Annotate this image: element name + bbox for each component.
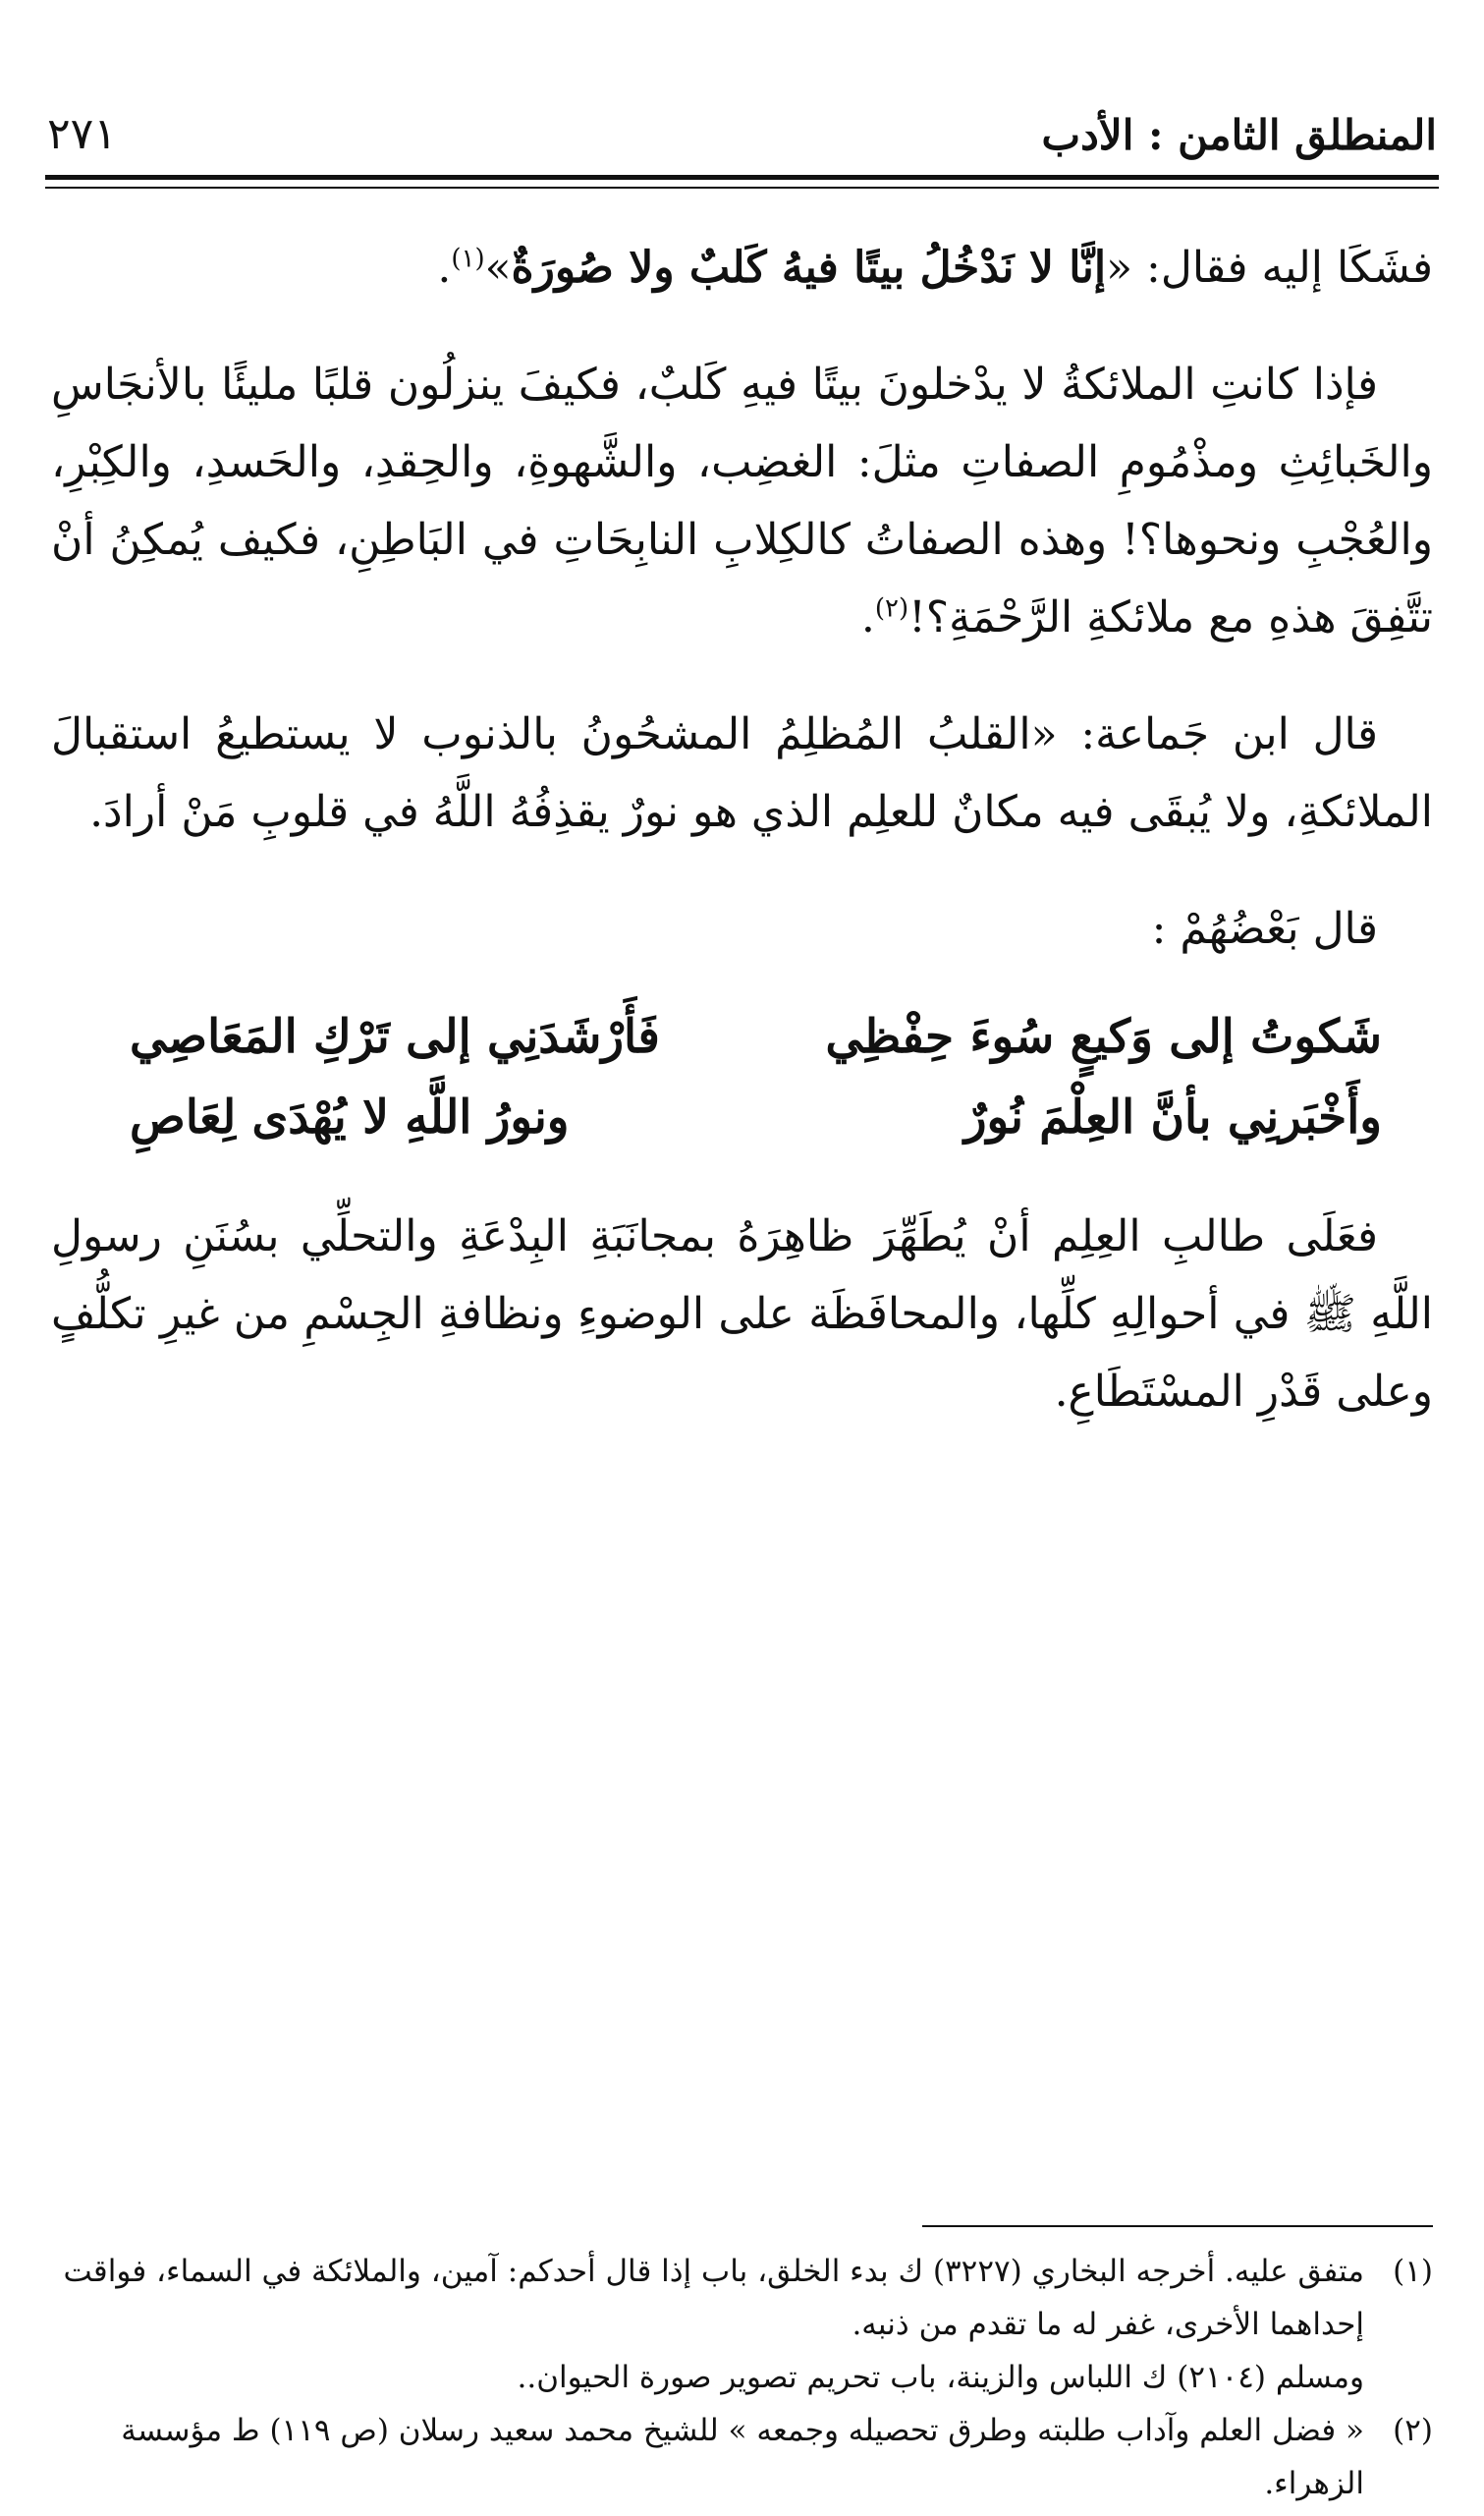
- footnote-1: [51, 2245, 1433, 2404]
- verse-first-hemistich: وأَخْبَرنِي بأنَّ العِلْمَ نُورٌ: [963, 1090, 1382, 1145]
- running-header: [47, 90, 1437, 159]
- footnote-text: « فضل العلم وآداب طلبته وطرق تحصيله وجمعه » للشيخ محمد سعيد رسلان (ص ١١٩) ط مؤسسة الزهراء.: [121, 2413, 1364, 2501]
- verse-first-hemistich: شَكوتُ إلى وَكيعٍ سُوءَ حِفْظِي: [825, 1010, 1382, 1064]
- main-text: [51, 201, 1433, 1430]
- hadith-quote: إنَّا لا نَدْخُلُ بيتًا فيهُ كَلبٌ ولا صُورَةٌ: [511, 243, 1107, 293]
- header-rule-thin: [45, 187, 1439, 189]
- footnote-ref-2: (٢): [874, 593, 909, 624]
- footnote-2: [51, 2404, 1433, 2510]
- paragraph-angels-text: فإذا كانتِ الملائكةُ لا يدْخلونَ بيتًا فيهِ كَلبٌ، فكيفَ ينزلُون قلبًا مليئًا بالأنجَاسِ والخَبائِثِ ومذْمُومِ الصفاتِ مثلَ: الغضِب، والشَّهوةِ، والحِقدِ، والحَسدِ، والكِبْرِ، والعُجْبِ ونحوها؟! وهذه الصفاتُ كالكِلابِ النابِحَاتِ في البَاطِنِ، فكيف يُمكِنُ أنْ تتَّفِقَ هذهِ مع ملائكةِ الرَّحْمَةِ؟!: [51, 360, 1433, 643]
- footnote-separator: [922, 2225, 1433, 2227]
- poem: [130, 997, 1382, 1158]
- chapter-title: المنطلق الثامن : الأدب: [1041, 111, 1437, 159]
- header-rule-thick: [45, 175, 1439, 180]
- poem-verse: [130, 1078, 1382, 1158]
- opening-end: .: [437, 243, 452, 293]
- opening-lead: فشَكَا إليه فقال: «: [1106, 243, 1433, 293]
- page-number: ٢٧١: [47, 109, 117, 159]
- footnote-number: (١): [1393, 2254, 1433, 2289]
- verse-second-hemistich: ونورُ اللَّهِ لا يُهْدَى لِعَاصِ: [130, 1090, 570, 1145]
- footnotes: [51, 2245, 1433, 2510]
- footnote-number: (٢): [1393, 2413, 1433, 2448]
- opening-line: [51, 229, 1433, 307]
- paragraph-angels: [51, 346, 1433, 656]
- paragraph-ibn-jamaa: قال ابن جَماعة: «القلبُ المُظلِمُ المشحُونُ بالذنوب لا يستطيعُ استقبالَ الملائكةِ، ولا يُبقَى فيه مكانٌ للعلِم الذي هو نورٌ يقذِفُهُ اللَّهُ في قلوبِ مَنْ أرادَ.: [51, 709, 1433, 837]
- quote-close: »: [484, 243, 512, 293]
- footnote-text: متفق عليه. أخرجه البخاري (٣٢٢٧) ك بدء الخلق، باب إذا قال أحدكم: آمين، والملائكة في السماء، فواقت إحداهما الأخرى، غفر له ما تقدم من ذنبه.: [63, 2254, 1364, 2342]
- verse-second-hemistich: فَأَرْشَدَنِي إلى تَرْكِ المَعَاصِي: [130, 1010, 660, 1064]
- footnote-continuation: ومسلم (٢١٠٤) ك اللباس والزينة، باب تحريم تصوير صورة الحيوان..: [517, 2360, 1364, 2395]
- footnote-ref-1: (١): [451, 244, 485, 274]
- paragraph-poem-intro: قال بَعْضُهُمْ :: [1151, 904, 1378, 954]
- paragraph-purity: فعَلَى طالبِ العِلِم أنْ يُطَهِّرَ ظاهِرَهُ بمجانَبَةِ البِدْعَةِ والتحلِّي بسُنَنِ رسولِ اللَّهِ ﷺ في أحوالِهِ كلِّها، والمحافَظَة على الوضوءِ ونظافةِ الجِسْمِ من غيرِ تكلُّفٍ وعلى قَدْرِ المسْتَطَاعِ.: [51, 1211, 1433, 1417]
- paragraph-angels-end: .: [860, 592, 875, 643]
- poem-verse: [130, 997, 1382, 1078]
